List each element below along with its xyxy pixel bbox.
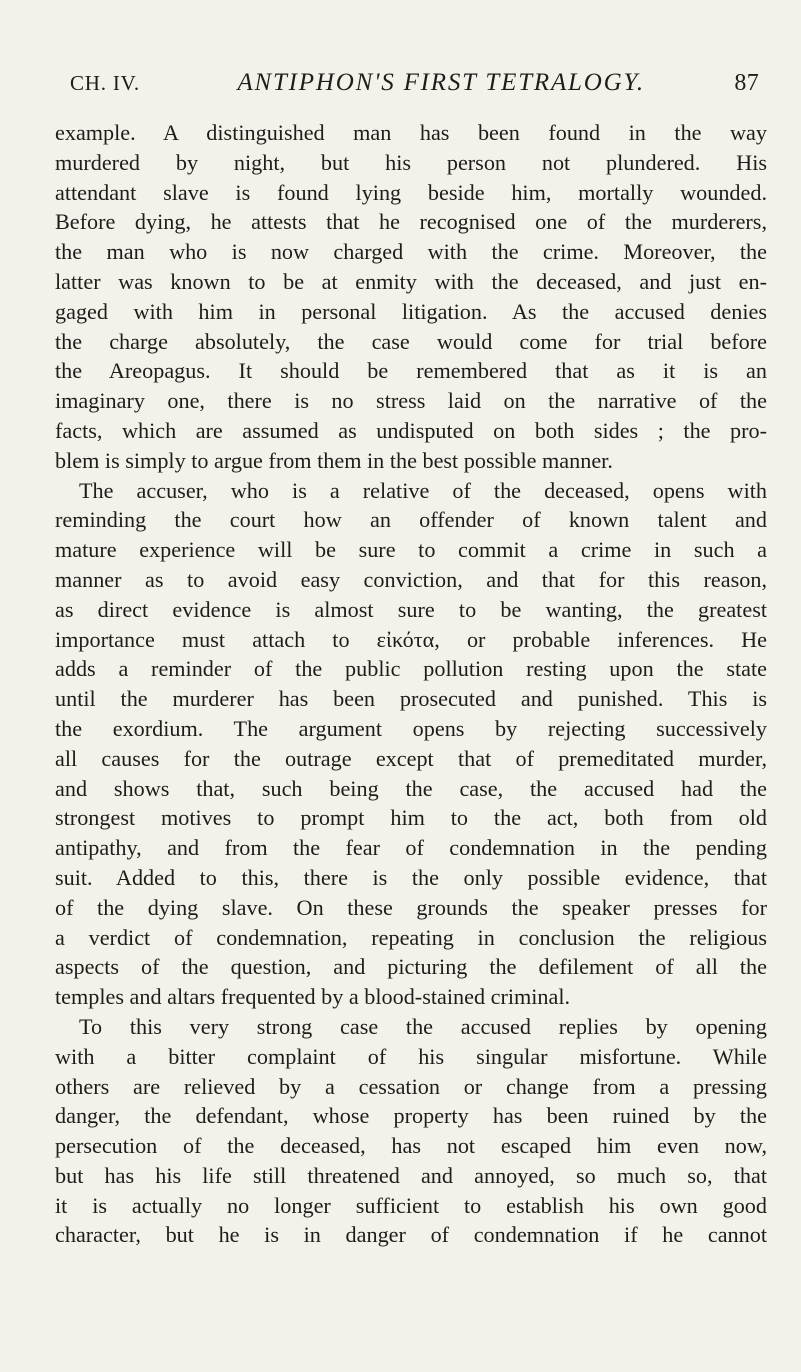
chapter-label: CH. IV. bbox=[70, 71, 140, 95]
text-line: Before dying, he attests that he recognised one of the murderers, bbox=[55, 209, 767, 235]
text-line: strongest motives to prompt him to the act, both from old bbox=[55, 805, 767, 831]
text-line: persecution of the deceased, has not escaped him even now, bbox=[55, 1133, 767, 1159]
text-line: reminding the court how an offender of known talent and bbox=[55, 507, 767, 533]
page-number: 87 bbox=[734, 70, 759, 96]
text-line: mature experience will be sure to commit a crime in such a bbox=[55, 537, 767, 563]
text-line: all causes for the outrage except that of premeditated murder, bbox=[55, 745, 767, 771]
text-line: others are relieved by a cessation or change from a pressing bbox=[55, 1073, 767, 1099]
text-line: facts, which are assumed as undisputed on both sides ; the pro- bbox=[55, 417, 767, 443]
text-line: antipathy, and from the fear of condemnation in the pending bbox=[55, 835, 767, 861]
text-line: manner as to avoid easy conviction, and that for this reason, bbox=[55, 566, 767, 592]
text-line: To this very strong case the accused replies by opening bbox=[79, 1013, 767, 1039]
text-line: the man who is now charged with the crime. Moreover, the bbox=[55, 239, 767, 265]
text-line: the Areopagus. It should be remembered that as it is an bbox=[55, 358, 767, 384]
text-line: and shows that, such being the case, the accused had the bbox=[55, 775, 767, 801]
running-title: ANTIPHON'S FIRST TETRALOGY. bbox=[237, 69, 645, 96]
text-line: blem is simply to argue from them in the best possible manner. bbox=[55, 447, 613, 473]
text-line: until the murderer has been prosecuted and punished. This is bbox=[55, 686, 767, 712]
text-line: gaged with him in personal litigation. As the accused denies bbox=[55, 298, 767, 324]
text-line: as direct evidence is almost sure to be wanting, the greatest bbox=[55, 596, 767, 622]
text-line: a verdict of condemnation, repeating in conclusion the religious bbox=[55, 924, 767, 950]
text-line: the charge absolutely, the case would come for trial before bbox=[55, 328, 767, 354]
text-line: importance must attach to εἰκότα, or probable inferences. He bbox=[55, 626, 767, 652]
text-line: adds a reminder of the public pollution resting upon the state bbox=[55, 656, 767, 682]
text-line: but has his life still threatened and annoyed, so much so, that bbox=[55, 1162, 767, 1188]
text-line: suit. Added to this, there is the only possible evidence, that bbox=[55, 864, 767, 890]
text-line: character, but he is in danger of condemnation if he cannot bbox=[55, 1222, 767, 1248]
text-line: example. A distinguished man has been found in the way bbox=[55, 120, 767, 145]
text-line: it is actually no longer sufficient to establish his own good bbox=[55, 1192, 767, 1218]
text-line: imaginary one, there is no stress laid on the narrative of the bbox=[55, 388, 767, 414]
text-line: danger, the defendant, whose property has been ruined by the bbox=[55, 1103, 767, 1129]
text-line: latter was known to be at enmity with the deceased, and just en- bbox=[55, 268, 767, 294]
text-line: temples and altars frequented by a blood-stained criminal. bbox=[55, 984, 571, 1010]
text-line: attendant slave is found lying beside him, mortally wounded. bbox=[55, 179, 767, 205]
text-line: aspects of the question, and picturing the defilement of all the bbox=[55, 954, 767, 980]
text-line: of the dying slave. On these grounds the speaker presses for bbox=[55, 894, 767, 920]
running-header bbox=[70, 69, 759, 107]
body-text bbox=[55, 118, 767, 1250]
text-line: the exordium. The argument opens by rejecting successively bbox=[55, 715, 767, 741]
text-line: murdered by night, but his person not plundered. His bbox=[55, 149, 767, 175]
text-line: with a bitter complaint of his singular misfortune. While bbox=[55, 1043, 767, 1069]
text-line: The accuser, who is a relative of the deceased, opens with bbox=[79, 477, 767, 503]
